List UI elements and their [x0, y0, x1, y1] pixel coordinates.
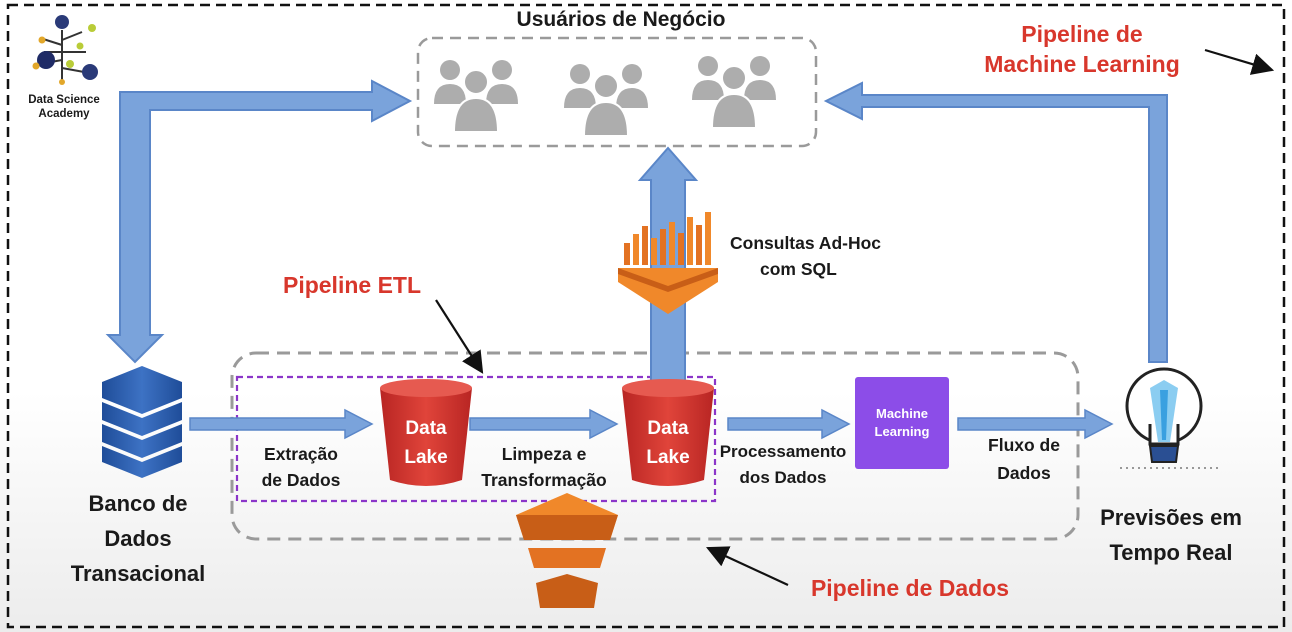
user-group-icon — [564, 64, 648, 136]
cleaning-line1: Limpeza e — [501, 444, 587, 464]
ml-pipeline-line1: Pipeline de — [1021, 21, 1143, 47]
cleaning-label — [462, 441, 626, 494]
processing-label — [710, 439, 856, 490]
predictions-line1: Previsões em — [1100, 505, 1242, 530]
database-line3: Transacional — [70, 561, 206, 587]
database-line1: Banco de — [88, 491, 188, 516]
arrow-users-to-database — [108, 81, 410, 362]
lake2-line1: Data — [647, 418, 689, 439]
lightbulb-icon — [1120, 369, 1220, 468]
processing-line1: Processamento — [719, 442, 847, 461]
extraction-line1: Extração — [264, 444, 338, 464]
adhoc-line1: Consultas Ad-Hoc — [730, 233, 882, 253]
adhoc-queries-label — [730, 230, 920, 283]
data-lake-2-label — [628, 414, 708, 473]
ml-pipeline-line2: Machine Learning — [984, 50, 1180, 77]
processing-line2: dos Dados — [739, 467, 827, 487]
extraction-line2: de Dados — [261, 470, 341, 491]
extraction-label — [244, 441, 358, 494]
predictions-label — [1076, 500, 1266, 570]
pointer-data-pipeline — [708, 548, 788, 585]
business-users-title: Usuários de Negócio — [516, 8, 726, 31]
user-group-icon — [692, 56, 776, 128]
database-icon — [102, 366, 182, 478]
flow-line1: Fluxo de — [988, 435, 1060, 455]
pipeline-funnel-icon — [516, 493, 618, 608]
lake2-line2: Lake — [646, 447, 690, 469]
database-line2: Dados — [104, 526, 172, 552]
pointer-etl — [436, 300, 482, 372]
etl-pipeline-title: Pipeline ETL — [282, 272, 422, 298]
pointer-ml-pipeline — [1205, 50, 1272, 70]
arrow-extraction — [190, 410, 372, 438]
adhoc-line2: com SQL — [760, 259, 837, 280]
flow-line2: Dados — [997, 463, 1051, 483]
cleaning-line2: Transformação — [481, 470, 607, 491]
flow-label — [966, 431, 1082, 487]
logo-line1: Data Science — [28, 94, 100, 106]
data-lake-1-label — [386, 414, 466, 473]
predictions-line2: Tempo Real — [1109, 540, 1233, 566]
arrow-predictions-to-users — [826, 83, 1167, 362]
data-science-logo-icon — [33, 15, 99, 85]
lake1-line2: Lake — [404, 447, 448, 469]
machine-learning-box — [855, 377, 949, 469]
arrow-processing — [728, 410, 849, 438]
ml-pipeline-title — [962, 20, 1202, 80]
data-pipeline-title: Pipeline de Dados — [810, 575, 1010, 601]
logo-line2: Academy — [38, 108, 90, 121]
database-label — [40, 486, 236, 592]
ml-box-line2: Learning — [874, 424, 930, 439]
arrow-cleaning — [470, 410, 617, 438]
user-group-icon — [434, 60, 518, 132]
ml-box-line1: Machine — [875, 406, 928, 422]
lake1-line1: Data — [405, 418, 447, 439]
logo-text — [12, 93, 116, 122]
